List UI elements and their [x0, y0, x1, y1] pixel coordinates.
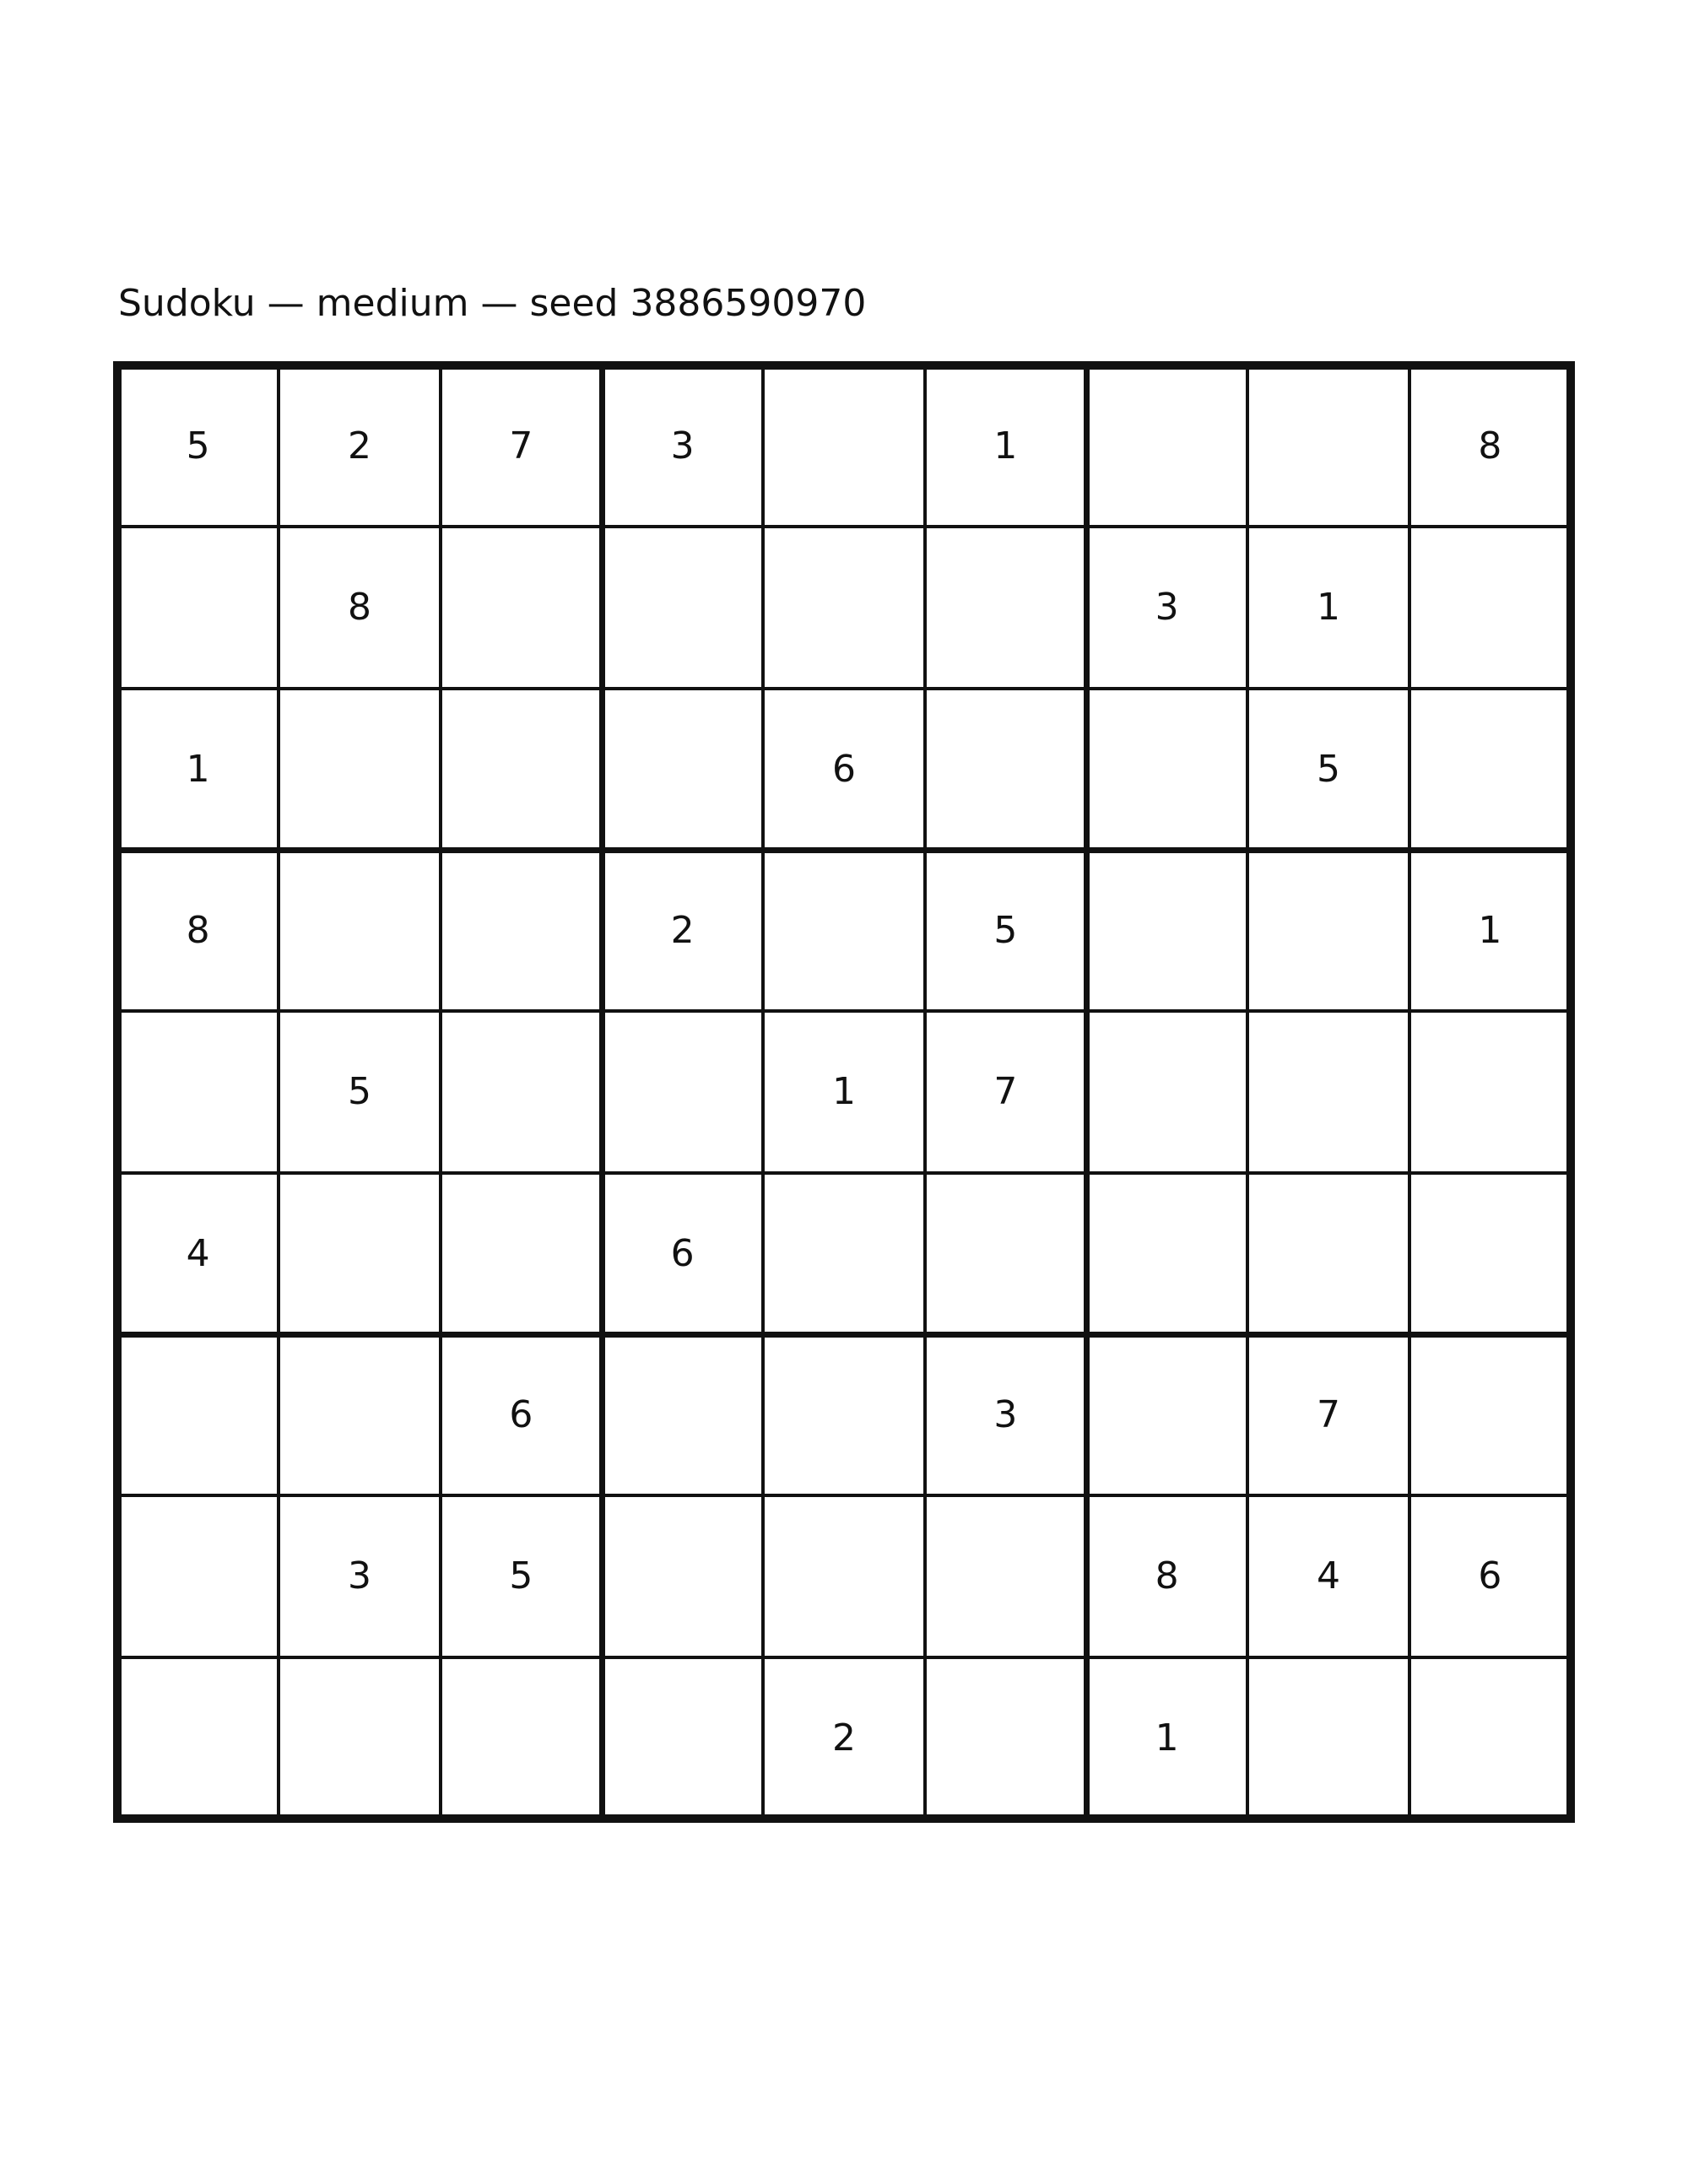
box-divider-vertical	[113, 361, 122, 1823]
cell-r9-c7[interactable]: 1	[1155, 1716, 1179, 1760]
cell-r1-c6[interactable]: 1	[993, 424, 1018, 468]
cell-r2-c2[interactable]: 8	[347, 586, 371, 630]
cell-r5-c4[interactable]	[602, 1011, 763, 1172]
cell-r1-c9[interactable]: 8	[1478, 424, 1502, 468]
cell-r2-c8[interactable]: 1	[1316, 586, 1340, 630]
cell-r3-c2[interactable]	[279, 689, 440, 850]
cell-r6-c4[interactable]: 6	[670, 1231, 695, 1275]
cell-r1-c3[interactable]: 7	[509, 424, 533, 468]
cell-r2-c5[interactable]	[763, 527, 924, 688]
cell-r8-c2[interactable]: 3	[347, 1554, 371, 1598]
box-divider-horizontal	[113, 1332, 1575, 1338]
cell-r8-c9[interactable]: 6	[1478, 1554, 1502, 1598]
cell-r4-c5[interactable]	[763, 850, 924, 1011]
cell-r5-c3[interactable]	[441, 1011, 602, 1172]
cell-divider-vertical	[761, 361, 765, 1823]
cell-r3-c1[interactable]: 1	[186, 747, 210, 791]
cell-r4-c2[interactable]	[279, 850, 440, 1011]
box-divider-horizontal	[113, 361, 1575, 370]
cell-divider-vertical	[1246, 361, 1249, 1823]
cell-r6-c5[interactable]	[763, 1173, 924, 1334]
cell-r5-c2[interactable]: 5	[347, 1070, 371, 1114]
cell-r6-c9[interactable]	[1409, 1173, 1571, 1334]
cell-divider-horizontal	[113, 525, 1575, 528]
cell-r2-c3[interactable]	[441, 527, 602, 688]
cell-r9-c6[interactable]	[925, 1657, 1086, 1819]
cell-r8-c5[interactable]	[763, 1495, 924, 1657]
cell-divider-horizontal	[113, 1171, 1575, 1175]
cell-r9-c4[interactable]	[602, 1657, 763, 1819]
cell-r6-c6[interactable]	[925, 1173, 1086, 1334]
cell-r8-c8[interactable]: 4	[1316, 1554, 1340, 1598]
cell-r5-c8[interactable]	[1247, 1011, 1409, 1172]
cell-r8-c1[interactable]	[117, 1495, 279, 1657]
cell-r9-c1[interactable]	[117, 1657, 279, 1819]
cell-r4-c6[interactable]: 5	[993, 909, 1018, 953]
cell-r2-c1[interactable]	[117, 527, 279, 688]
box-divider-horizontal	[113, 1814, 1575, 1823]
cell-r1-c7[interactable]	[1086, 365, 1247, 527]
cell-divider-horizontal	[113, 687, 1575, 690]
cell-r4-c3[interactable]	[441, 850, 602, 1011]
cell-r9-c5[interactable]: 2	[831, 1716, 856, 1760]
cell-r5-c6[interactable]: 7	[993, 1070, 1018, 1114]
cell-r5-c9[interactable]	[1409, 1011, 1571, 1172]
cell-r5-c7[interactable]	[1086, 1011, 1247, 1172]
cell-r2-c4[interactable]	[602, 527, 763, 688]
cell-r9-c9[interactable]	[1409, 1657, 1571, 1819]
cell-divider-vertical	[439, 361, 442, 1823]
cell-r2-c7[interactable]: 3	[1155, 586, 1179, 630]
cell-r4-c4[interactable]: 2	[670, 909, 695, 953]
cell-r6-c7[interactable]	[1086, 1173, 1247, 1334]
cell-r1-c1[interactable]: 5	[186, 424, 210, 468]
cell-r7-c7[interactable]	[1086, 1334, 1247, 1495]
box-divider-vertical	[599, 361, 605, 1823]
cell-r9-c2[interactable]	[279, 1657, 440, 1819]
box-divider-horizontal	[113, 847, 1575, 853]
puzzle-title: Sudoku — medium — seed 3886590970	[118, 282, 867, 325]
cell-r7-c5[interactable]	[763, 1334, 924, 1495]
cell-r3-c6[interactable]	[925, 689, 1086, 850]
cell-r4-c1[interactable]: 8	[186, 909, 210, 953]
cell-r3-c7[interactable]	[1086, 689, 1247, 850]
cell-r6-c1[interactable]: 4	[186, 1231, 210, 1275]
cell-r7-c1[interactable]	[117, 1334, 279, 1495]
cell-divider-vertical	[277, 361, 280, 1823]
cell-r1-c5[interactable]	[763, 365, 924, 527]
cell-r7-c8[interactable]: 7	[1316, 1393, 1340, 1437]
cell-divider-vertical	[923, 361, 927, 1823]
cell-r7-c4[interactable]	[602, 1334, 763, 1495]
box-divider-vertical	[1084, 361, 1090, 1823]
cell-r2-c9[interactable]	[1409, 527, 1571, 688]
sudoku-board	[117, 365, 1571, 1819]
cell-divider-horizontal	[113, 1009, 1575, 1013]
cell-r8-c6[interactable]	[925, 1495, 1086, 1657]
cell-r1-c2[interactable]: 2	[347, 424, 371, 468]
cell-r4-c9[interactable]: 1	[1478, 909, 1502, 953]
cell-r3-c8[interactable]: 5	[1316, 747, 1340, 791]
cell-r6-c8[interactable]	[1247, 1173, 1409, 1334]
cell-r7-c6[interactable]: 3	[993, 1393, 1018, 1437]
cell-r9-c8[interactable]	[1247, 1657, 1409, 1819]
cell-r3-c9[interactable]	[1409, 689, 1571, 850]
cell-r6-c2[interactable]	[279, 1173, 440, 1334]
cell-r1-c4[interactable]: 3	[670, 424, 695, 468]
cell-r1-c8[interactable]	[1247, 365, 1409, 527]
cell-divider-horizontal	[113, 1656, 1575, 1659]
cell-r8-c3[interactable]: 5	[509, 1554, 533, 1598]
cell-r3-c4[interactable]	[602, 689, 763, 850]
cell-r3-c5[interactable]: 6	[831, 747, 856, 791]
cell-divider-horizontal	[113, 1494, 1575, 1497]
cell-r9-c3[interactable]	[441, 1657, 602, 1819]
cell-r6-c3[interactable]	[441, 1173, 602, 1334]
cell-r7-c9[interactable]	[1409, 1334, 1571, 1495]
cell-r4-c7[interactable]	[1086, 850, 1247, 1011]
cell-r7-c2[interactable]	[279, 1334, 440, 1495]
cell-r8-c7[interactable]: 8	[1155, 1554, 1179, 1598]
cell-r7-c3[interactable]: 6	[509, 1393, 533, 1437]
cell-r5-c5[interactable]: 1	[831, 1070, 856, 1114]
cell-r4-c8[interactable]	[1247, 850, 1409, 1011]
cell-r2-c6[interactable]	[925, 527, 1086, 688]
cell-r8-c4[interactable]	[602, 1495, 763, 1657]
cell-r3-c3[interactable]	[441, 689, 602, 850]
box-divider-vertical	[1566, 361, 1575, 1823]
cell-divider-vertical	[1408, 361, 1411, 1823]
cell-r5-c1[interactable]	[117, 1011, 279, 1172]
